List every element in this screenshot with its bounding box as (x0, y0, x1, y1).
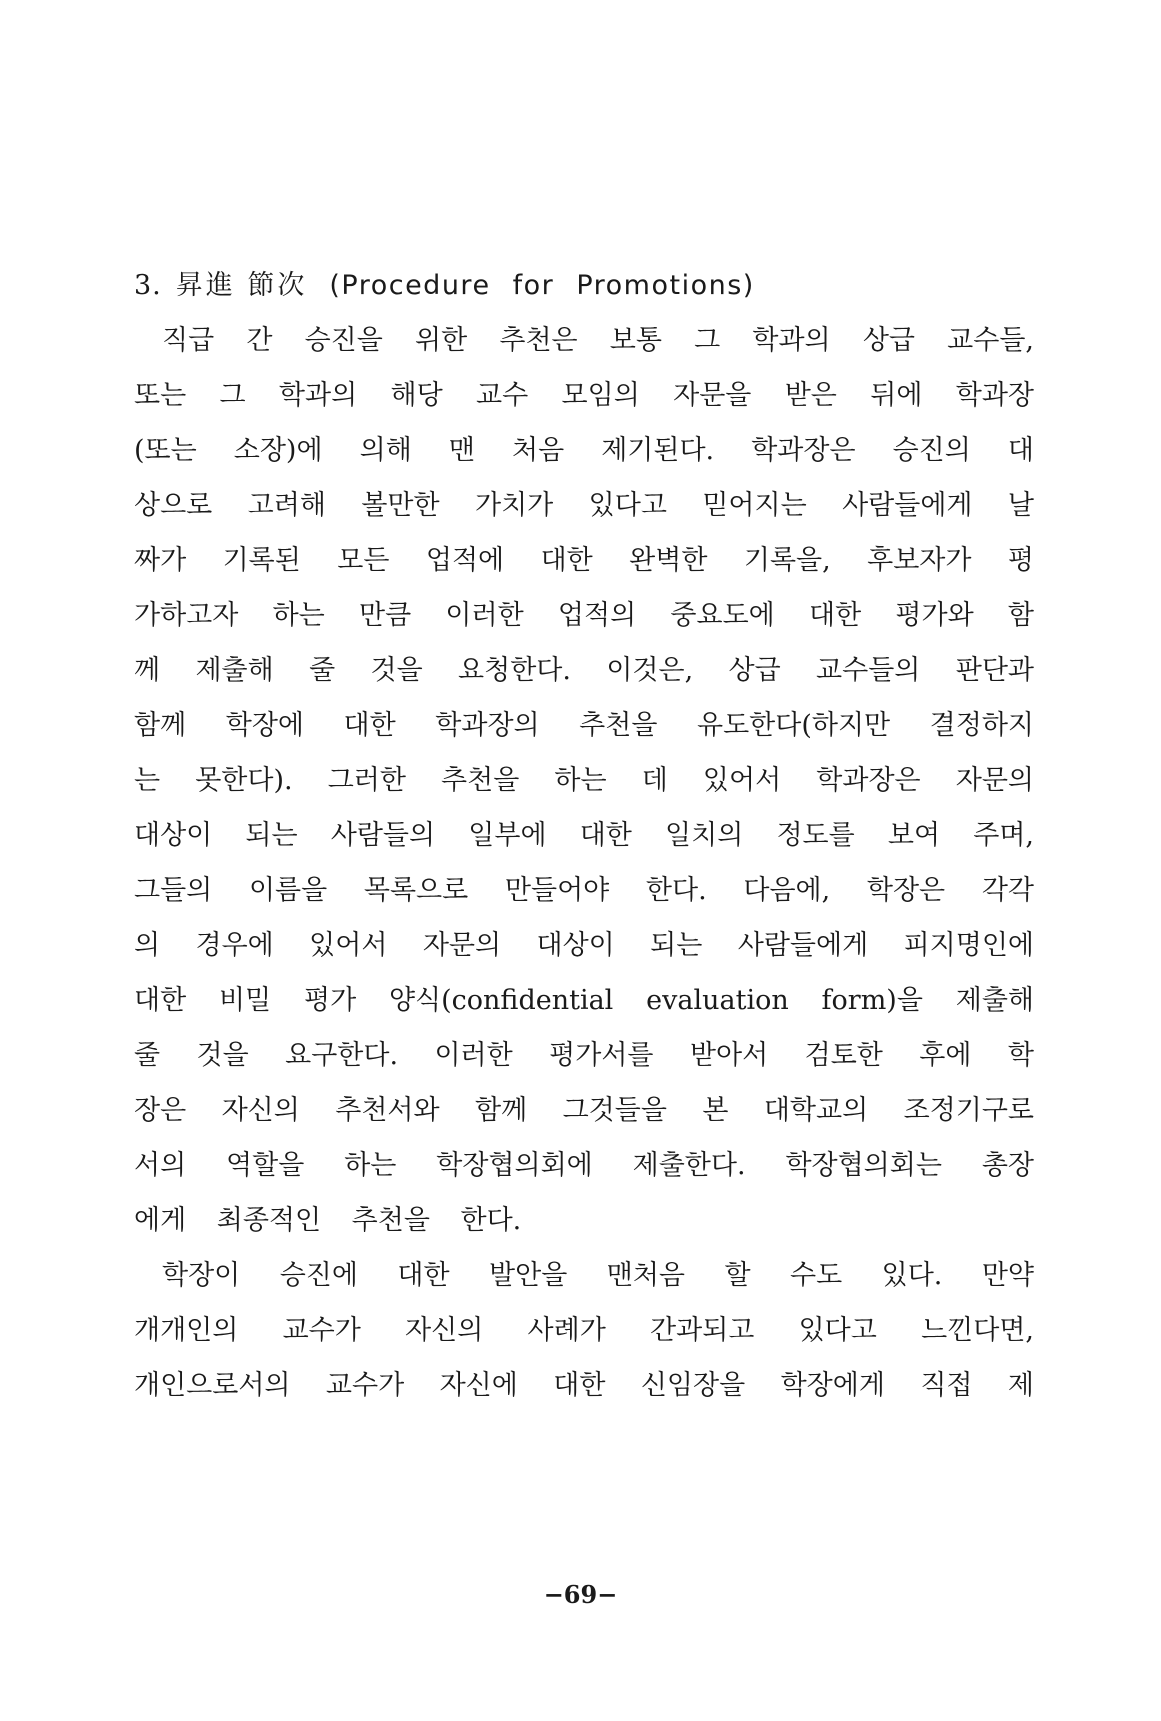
paragraph-2-line-3: 개인으로서의 교수가 자신에 대한 신임장을 학장에게 직접 제 (134, 1370, 1034, 1401)
paragraph-1-line-7: 께 제출해 줄 것을 요청한다. 이것은, 상급 교수들의 판단과 (134, 655, 1034, 686)
paragraph-1-line-13: 대한 비밀 평가 양식(confidential evaluation form)을 제출해 (134, 985, 1034, 1016)
paragraph-1-line-15: 장은 자신의 추천서와 함께 그것들을 본 대학교의 조정기구로 (134, 1095, 1034, 1126)
paragraph-1-line-11: 그들의 이름을 목록으로 만들어야 한다. 다음에, 학장은 각각 (134, 875, 1034, 906)
section-number: 3. (134, 270, 162, 301)
paragraph-1-line-12: 의 경우에 있어서 자문의 대상이 되는 사람들에게 피지명인에 (134, 930, 1034, 961)
paragraph-1-line-16: 서의 역할을 하는 학장협의회에 제출한다. 학장협의회는 총장 (134, 1150, 1034, 1181)
paragraph-2-line-1: 학장이 승진에 대한 발안을 맨처음 할 수도 있다. 만약 (162, 1260, 1034, 1291)
paragraph-1-line-14: 줄 것을 요구한다. 이러한 평가서를 받아서 검토한 후에 학 (134, 1040, 1034, 1071)
section-title-hanja: 昇進 節次 (175, 270, 308, 301)
paragraph-2-line-2: 개개인의 교수가 자신의 사례가 간과되고 있다고 느낀다면, (134, 1315, 1034, 1346)
paragraph-1-line-2: 또는 그 학과의 해당 교수 모임의 자문을 받은 뒤에 학과장 (134, 380, 1034, 411)
paragraph-1-line-17: 에게 최종적인 추천을 한다. (134, 1205, 522, 1236)
page-number: −69− (543, 1580, 618, 1609)
paragraph-1-line-10: 대상이 되는 사람들의 일부에 대한 일치의 정도를 보여 주며, (134, 820, 1034, 851)
paragraph-1-line-8: 함께 학장에 대한 학과장의 추천을 유도한다(하지만 결정하지 (134, 710, 1034, 741)
paragraph-1-line-9: 는 못한다). 그러한 추천을 하는 데 있어서 학과장은 자문의 (134, 765, 1034, 796)
paragraph-1-line-6: 가하고자 하는 만큼 이러한 업적의 중요도에 대한 평가와 함 (134, 600, 1034, 631)
section-title-english: (Procedure for Promotions) (329, 270, 755, 301)
paragraph-1-line-4: 상으로 고려해 볼만한 가치가 있다고 믿어지는 사람들에게 날 (134, 490, 1034, 521)
section-heading (134, 268, 755, 304)
paragraph-1-line-1: 직급 간 승진을 위한 추천은 보통 그 학과의 상급 교수들, (162, 325, 1034, 356)
paragraph-1-line-5: 짜가 기록된 모든 업적에 대한 완벽한 기록을, 후보자가 평 (134, 545, 1034, 576)
paragraph-1-line-3: (또는 소장)에 의해 맨 처음 제기된다. 학과장은 승진의 대 (134, 435, 1034, 466)
